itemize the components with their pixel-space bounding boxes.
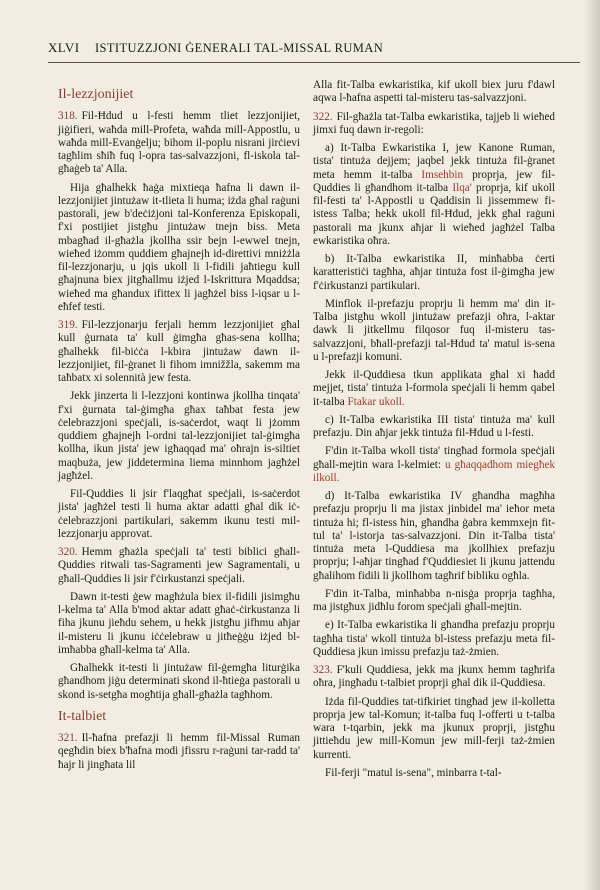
paragraph-318 [58, 110, 300, 176]
list-item-c: c) It-Talba ewkaristika III tista' tintuża ma' kull prefazju. Din aħjar jekk tintuża fil-Ħdud u l-festi. [313, 413, 555, 439]
item-text: proprja, kif ukoll fil-festi ta' l-Appostli u Qaddisin li jissemmew fi-istess Talba; hekk ukoll fil-Ħdud, jekk għal raġuni pastorali ma jkunx aħjar li wieħed jagħżel Talba ewkaristika oħra. [313, 181, 556, 247]
running-title: ISTITUZZJONI ĠENERALI TAL-MISSAL RUMAN [94, 41, 384, 55]
rubric-ftakar: Ftakar ukoll. [347, 395, 405, 408]
paragraph-number: 319. [58, 319, 78, 331]
paragraph-number: 320. [58, 546, 78, 558]
paragraph: F'din it-Talba, minħabba n-nisġa proprja tagħha, ma jistgħux jidħlu forom speċjali għall-mejtin. [313, 587, 555, 613]
item-text: F'din it-Talba wkoll tista' tingħad formola speċjali għall-mejtin wara l-kelmiet: [313, 445, 555, 471]
rubric-ghaqqadhom: u għaqqadhom miegħek ilkoll. [313, 458, 556, 484]
paragraph-text: Hemm għażla speċjali ta' testi biblici għall-Quddies ritwali tas-Sagramenti jew Sagramentali, u għall-Quddies li jsir f'ċirkustanzi speċjali. [58, 546, 300, 585]
paragraph: Jekk jinzerta li l-lezzjoni kontinwa jkollha tinqata' f'xi ġurnata tal-ġimgħa għax taħbat festa jew ċelebrazzjoni speċjali, is-saċerdot, waqt li jżomm quddiem għajnejh l-ordni tal-lezzjonijiet tal-ġimgħa kollha, ikun jista' jew igħaqqad ma' oħrajn is-siltiet maqbuża, jew jiddetermina liema minnhom jagħżel jagħżel. [58, 390, 300, 482]
list-item-e: e) It-Talba ewkaristika li għandha prefazju proprju tagħha tista' wkoll tintuża bl-istess prefazju meta fil-Quddiesa jkun imissu prefazju taż-żmien. [313, 619, 555, 658]
list-item-b: b) It-Talba ewkaristika II, minħabba ċerti karatteristiċi tagħha, aħjar tintuża fost il-ġimgħa jew f'ċirkustanzi partikulari. [313, 253, 555, 292]
paragraph-text: Fil-għażla tat-Talba ewkaristika, tajjeb li wieħed jimxi fuq dawn ir-regoli: [313, 110, 555, 136]
paragraph-319 [58, 319, 300, 385]
list-item-d: d) It-Talba ewkaristika IV għandha magħha prefazju proprju li ma jistax jinbidel ma' ieħor meta tintuża hi; fl-istess ħin, għandha ġabra kemmxejn fit-tul ta' l-istorja tas-salvazzjoni. Din it-Talba tista' tintuża meta l-Quddiesa ma jkollhiex prefazju proprju; l-aħjar tingħad f'Quddiesiet li jkunu jattendu għalihom fidili li jkollhom tagħrif bibliku ogħla. [313, 490, 555, 582]
section-heading-lezzjonijiet: Il-lezzjonijiet [58, 87, 134, 102]
left-column [58, 88, 300, 777]
rubric-imsehbin: Imsehbin [421, 168, 464, 181]
item-text: a) It-Talba Ewkaristika I, jew Kanone Ruman, tista' tintuża dejjem; jaqbel jekk tintuża fil-ġranet meta hemm it-talba [313, 142, 555, 181]
section-heading-talbiet: It-talbiet [58, 708, 107, 724]
paragraph: Minflok il-prefazju proprju li hemm ma' din it-Talba jistgħu wkoll jintużaw prefazji oħra, l-aktar dawk li jitkellmu filqosor fuq il-misteru tas-salvazzjoni, bħall-prefazji tal-Ħdud ta' matul is-sena u l-prefazji komuni. [313, 297, 555, 363]
header-rule [48, 62, 580, 63]
paragraph: Fil-ferji "matul is-sena", minbarra t-tal- [325, 766, 502, 779]
paragraph-number: 322. [313, 110, 333, 123]
list-item-a [313, 142, 555, 248]
paragraph-number: 321. [58, 732, 78, 744]
paragraph: Fil-Quddies li jsir f'laqgħat speċjali, is-saċerdot jista' jagħżel testi li huma aktar adatti għal dik iċ-ċelebrazzjoni partikulari, sakemm ikunu testi mil-lezzjonarju approvat. [58, 488, 300, 540]
paragraph [313, 445, 555, 485]
item-text: Jekk il-Quddiesa tkun applikata għal xi ħadd mejjet, tista' tintuża l-formola speċjali li hemm qabel it-talba [313, 369, 555, 408]
rubric-ilqa: Ilqa' [452, 181, 472, 194]
paragraph: Iżda fil-Quddies tat-tifkiriet tingħad jew il-kolletta proprja jew tal-Komun; it-talba fuq l-offerti u t-talba wara t-tqarbin, jekk ma jkunux proprji, jistgħu jittieħdu jew mill-Komun jew mill-ferji taż-żmien kurrenti. [313, 695, 555, 761]
paragraph-323 [313, 664, 555, 691]
paragraph [313, 369, 555, 409]
page-number: XLVI [48, 40, 80, 55]
item-text: proprja, jew fil-Quddies li għandhom it-talba [313, 168, 556, 194]
paragraph-321-continued: Alla fit-Talba ewkaristika, kif ukoll biex juru f'dawl aqwa l-ħafna aspetti tal-misteru tas-salvazzjoni. [313, 79, 555, 105]
paragraph: Dawn it-testi ġew magħżula biex il-fidili jisimgħu l-kelma ta' Alla b'mod aktar adatt għaċ-ċirkustanza li fiha jkunu jieħdu sehem, u hekk jistgħu jifhmu aħjar il-misteru li jkunu iċċelebraw u jitħeġġu iżjed bl-imħabba għall-kelma ta' Alla. [58, 590, 300, 656]
paragraph-text: Il-ħafna prefazji li hemm fil-Missal Ruman qegħdin biex b'ħafna modi jfissru r-raġuni tar-radd ta' ħajr li jingħata lil [58, 732, 300, 771]
running-header [48, 40, 580, 62]
paragraph-text: Fil-lezzjonarju ferjali hemm lezzjonijiet għal kull ġurnata ta' kull ġimgħa għas-sena kollha; għalhekk fil-biċċa l-kbira jintużaw dawn il-lezzjonijiet, fil-ġranet li fihom imnižžla, sakemm ma taħbatx xi solennità jew festa. [58, 319, 300, 384]
page-spine-shadow [584, 0, 600, 890]
paragraph: Hija għalhekk ħaġa mixtieqa ħafna li dawn il-lezzjonijiet jintużaw it-tlieta li huma; iżda għal raġuni pastorali, jew b'deċiżjoni tal-Konferenza Episkopali, f'xi postijiet jistgħu jintużaw tnejn biss. Meta mbagħad il-għażla jkollha ssir bejn l-ewwel tnejn, wieħed iżomm quddiem għajnejh id-direttivi mniżżla fil-lezzjonarju, u jqis ukoll li l-fidili jaħtiegu kull għajnuna biex jitgħallmu iżjed l-Iskrittura Mqaddsa; wieħed ma għandux ifittex li jagħżel biss l-iqsar u l-eħfef testi. [58, 181, 300, 313]
right-column [313, 79, 555, 785]
paragraph-number: 323. [313, 664, 333, 676]
paragraph-text: F'kuli Quddiesa, jekk ma jkunx hemm tagħrifa oħra, jingħadu t-talbiet proprji għal dik il-Quddiesa. [313, 664, 555, 690]
paragraph-321 [58, 732, 300, 772]
paragraph-322 [313, 111, 555, 138]
paragraph: Għalhekk it-testi li jintużaw fil-ġemgħa liturġika għandhom jiġu determinati skond il-ħtieġa pastorali u skond is-setgħa mogħtija għall-għażla tagħhom. [58, 662, 300, 701]
paragraph-320 [58, 546, 300, 586]
paragraph-number: 318. [58, 110, 78, 123]
paragraph-text: Fil-Ħdud u l-festi hemm tliet lezzjonijiet, jiġifieri, waħda mill-Profeta, waħda mill-Appostlu, u waħda mill-Evanġelju; bihom il-poplu nisrani jirċievi tagħlim sħiħ fuq l-opra tas-salvazzjoni, fl-iskola tal-għaġeb ta' Alla. [58, 110, 300, 176]
